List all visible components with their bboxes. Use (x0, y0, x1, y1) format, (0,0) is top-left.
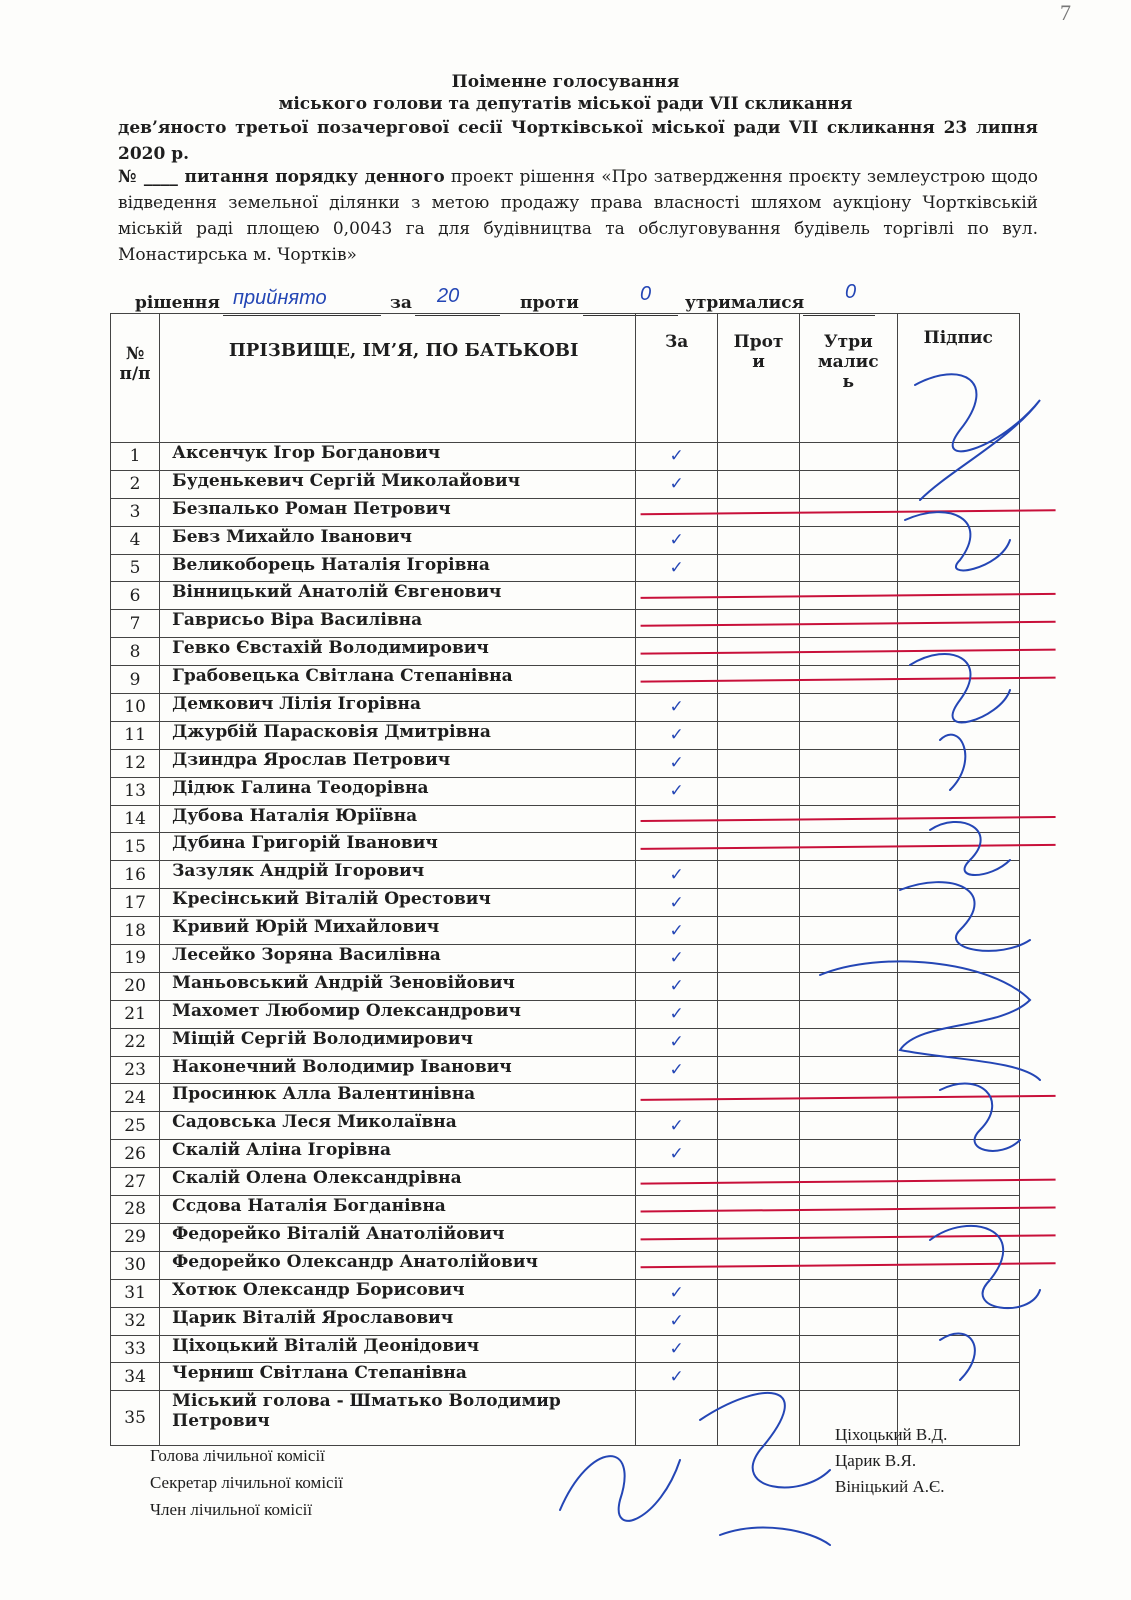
row-name-text: Федорейко Віталій Анатолійович (172, 1223, 505, 1244)
signature-scribble-3 (910, 654, 1010, 790)
row-number: 30 (111, 1251, 160, 1279)
row-number: 27 (111, 1168, 160, 1196)
row-number: 35 (111, 1391, 160, 1446)
check-mark-icon: ✓ (669, 474, 684, 495)
row-name-text: Буденькевич Сергій Миколайович (172, 470, 521, 491)
row-number: 14 (111, 805, 160, 833)
strike-line (641, 622, 1056, 626)
row-name-text: Ціхоцький Віталій Деонідович (172, 1335, 480, 1356)
row-number: 17 (111, 889, 160, 917)
header-against-line2: и (752, 352, 765, 372)
row-name-text: Міщій Сергій Володимирович (172, 1028, 473, 1049)
row-name-text: Великоборець Наталія Ігорівна (172, 554, 490, 575)
header-num-line1: № (125, 344, 145, 364)
abstained-label: утрималися (685, 293, 805, 313)
row-name-text: Черниш Світлана Степанівна (172, 1363, 467, 1384)
handwritten-signatures (560, 374, 1040, 1545)
check-mark-icon: ✓ (669, 1283, 684, 1304)
row-name-text: Скалій Аліна Ігорівна (172, 1140, 391, 1161)
row-number: 22 (111, 1028, 160, 1056)
committee-member-2: Царик В.Я. (835, 1451, 917, 1470)
committee-secretary: Секретар лічильної комісії (150, 1473, 344, 1492)
page-number: 7 (1060, 0, 1071, 25)
signature-scribble-8 (930, 1226, 1040, 1380)
check-mark-icon: ✓ (669, 1115, 684, 1136)
row-name-text: Бевз Михайло Іванович (172, 526, 412, 547)
row-name-text: Гаврисьо Віра Василівна (172, 610, 423, 631)
row-name-text: Хотюк Олександр Борисович (172, 1279, 465, 1300)
check-mark-icon: ✓ (669, 1338, 684, 1359)
row-number: 33 (111, 1335, 160, 1363)
signature-scribble-4 (930, 822, 1010, 875)
row-number: 26 (111, 1140, 160, 1168)
signature-scribble-2 (905, 512, 1010, 570)
header-signature: Підпис (897, 314, 1019, 443)
committee-roles (150, 1442, 343, 1523)
signature-scribble-7 (940, 1084, 1020, 1151)
row-name-text: Демкович Лілія Ігорівна (172, 694, 422, 715)
check-mark-icon: ✓ (669, 697, 684, 718)
row-number: 2 (111, 470, 160, 498)
check-mark-icon: ✓ (669, 1004, 684, 1025)
row-number: 23 (111, 1056, 160, 1084)
row-number: 19 (111, 945, 160, 973)
row-name-text: Кресінський Віталій Орестович (172, 889, 491, 910)
strike-line (641, 817, 1056, 821)
check-mark-icon: ✓ (669, 781, 684, 802)
row-number: 16 (111, 861, 160, 889)
row-number: 8 (111, 638, 160, 666)
session-text: дев’яносто третьої позачергової сесії Чортківської міської ради VII скликання 23 липня 2020 р. (118, 118, 1038, 164)
row-number: 29 (111, 1223, 160, 1251)
row-name-text: Федорейко Олександр Анатолійович (172, 1251, 538, 1272)
row-name-text: Вінницький Анатолій Євгенович (172, 582, 502, 603)
header-for: За (636, 314, 718, 443)
row-number: 21 (111, 1000, 160, 1028)
check-mark-icon: ✓ (669, 725, 684, 746)
decision-value: прийнято (233, 287, 327, 309)
row-number: 12 (111, 749, 160, 777)
check-mark-icon: ✓ (669, 1060, 684, 1081)
strike-line (641, 1207, 1056, 1211)
check-mark-icon: ✓ (669, 1143, 684, 1164)
row-number: 6 (111, 582, 160, 610)
row-name-text: Наконечний Володимир Іванович (172, 1056, 512, 1077)
abstained-value: 0 (845, 281, 857, 303)
row-name-text: Дідюк Галина Теодорівна (172, 777, 429, 798)
row-number: 25 (111, 1112, 160, 1140)
strike-line (641, 650, 1056, 654)
row-name-text: Дубина Григорій Іванович (172, 833, 438, 854)
agenda-prefix: № ____ питання порядку денного (118, 167, 445, 187)
strike-line (641, 1096, 1056, 1100)
row-number: 32 (111, 1307, 160, 1335)
row-name-text: Махомет Любомир Олександрович (172, 1000, 521, 1021)
signature-scribble-6 (820, 961, 1040, 1080)
check-mark-icon: ✓ (669, 530, 684, 551)
row-number: 11 (111, 721, 160, 749)
row-name-text-cont: Петрович (172, 1411, 270, 1432)
signature-scribble-1 (915, 374, 1040, 500)
row-number: 28 (111, 1196, 160, 1224)
row-name-text: Безпалько Роман Петрович (172, 498, 451, 519)
row-number: 31 (111, 1279, 160, 1307)
row-number: 20 (111, 972, 160, 1000)
check-mark-icon: ✓ (669, 948, 684, 969)
row-name-text: Зазуляк Андрій Ігорович (172, 861, 425, 882)
row-name-text: Грабовецька Світлана Степанівна (172, 666, 513, 687)
row-name-text: Просинюк Алла Валентинівна (172, 1084, 476, 1105)
signature-scribble-5 (900, 882, 1030, 951)
header-num-line2: п/п (119, 364, 151, 384)
row-name-text: Аксенчук Ігор Богданович (172, 443, 441, 463)
header-abstained-line2: малис (817, 352, 879, 372)
strike-line (641, 1263, 1056, 1267)
strike-line (641, 1180, 1056, 1184)
for-value: 20 (437, 285, 460, 307)
row-number: 18 (111, 917, 160, 945)
row-name-text: Лесейко Зоряна Василівна (172, 945, 441, 966)
row-number: 4 (111, 526, 160, 554)
check-mark-icon: ✓ (669, 1032, 684, 1053)
check-mark-icon: ✓ (669, 558, 684, 578)
row-name-text: Кривий Юрій Михайлович (172, 917, 440, 938)
strike-line (641, 1235, 1056, 1239)
strike-line (641, 678, 1056, 682)
row-number: 3 (111, 498, 160, 526)
check-mark-icon: ✓ (669, 864, 684, 885)
check-mark-icon: ✓ (669, 1366, 684, 1387)
decision-label: рішення (135, 293, 220, 313)
row-name-text: Садовська Леся Миколаївна (172, 1112, 457, 1133)
row-name-text: Джурбій Парасковія Дмитрівна (172, 721, 491, 742)
row-number: 10 (111, 694, 160, 722)
against-value: 0 (640, 283, 652, 305)
row-number: 7 (111, 610, 160, 638)
row-name-text: Ссдова Наталія Богданівна (172, 1196, 446, 1217)
row-name-text: Маньовський Андрій Зеновійович (172, 972, 515, 993)
row-name-text: Дзиндра Ярослав Петрович (172, 749, 451, 770)
header-name: ПРІЗВИЩЕ, ІМ’Я, ПО БАТЬКОВІ (160, 314, 636, 443)
row-name-text: Царик Віталій Ярославович (172, 1307, 454, 1328)
row-number: 5 (111, 554, 160, 582)
committee-member-3: Вініцький А.Є. (835, 1477, 945, 1496)
against-label: проти (520, 293, 579, 313)
agenda-text: проект рішення «Про затвердження проєкту землеустрою щодо відведення земельної ділянки з метою продажу права власності шляхом аукціону Чортківській міській раді площею 0,0043 га для будівництва та обслуговування будівель торгівлі по вул. Монастирська м. Чортків» (118, 167, 1038, 265)
committee-members (835, 1422, 947, 1500)
row-number: 15 (111, 833, 160, 861)
document-subtitle: міського голови та депутатів міської ради VII скликання (278, 94, 853, 114)
strike-line (641, 594, 1056, 598)
row-number: 1 (111, 443, 160, 471)
row-number: 24 (111, 1084, 160, 1112)
row-name-text: Гевко Євстахій Володимирович (172, 638, 489, 659)
signature-scribble-9 (560, 1393, 830, 1545)
strike-lines (641, 510, 1056, 1267)
row-name-text: Міський голова - Шматько Володимир (172, 1391, 561, 1412)
document-title: Поіменне голосування (451, 72, 680, 92)
check-mark-icon: ✓ (669, 892, 684, 913)
header-abstained-line3: ь (842, 372, 855, 392)
committee-chair: Голова лічильної комісії (150, 1446, 325, 1465)
row-number: 13 (111, 777, 160, 805)
row-name-text: Дубова Наталія Юріївна (172, 805, 418, 826)
check-mark-icon: ✓ (669, 920, 684, 941)
header-against-line1: Прот (733, 332, 784, 352)
for-label: за (390, 293, 412, 313)
row-number: 9 (111, 666, 160, 694)
strike-line (641, 845, 1056, 849)
committee-member: Член лічильної комісії (150, 1500, 313, 1519)
check-mark-icon: ✓ (669, 976, 684, 997)
row-number: 34 (111, 1363, 160, 1391)
check-mark-icon: ✓ (669, 446, 684, 467)
check-mark-icon: ✓ (669, 753, 684, 774)
row-name-text: Скалій Олена Олександрівна (172, 1168, 462, 1189)
committee-member-1: Ціхоцький В.Д. (835, 1425, 948, 1444)
header-abstained-line1: Утри (823, 332, 873, 352)
check-mark-icon: ✓ (669, 1311, 684, 1332)
strike-line (641, 510, 1056, 514)
